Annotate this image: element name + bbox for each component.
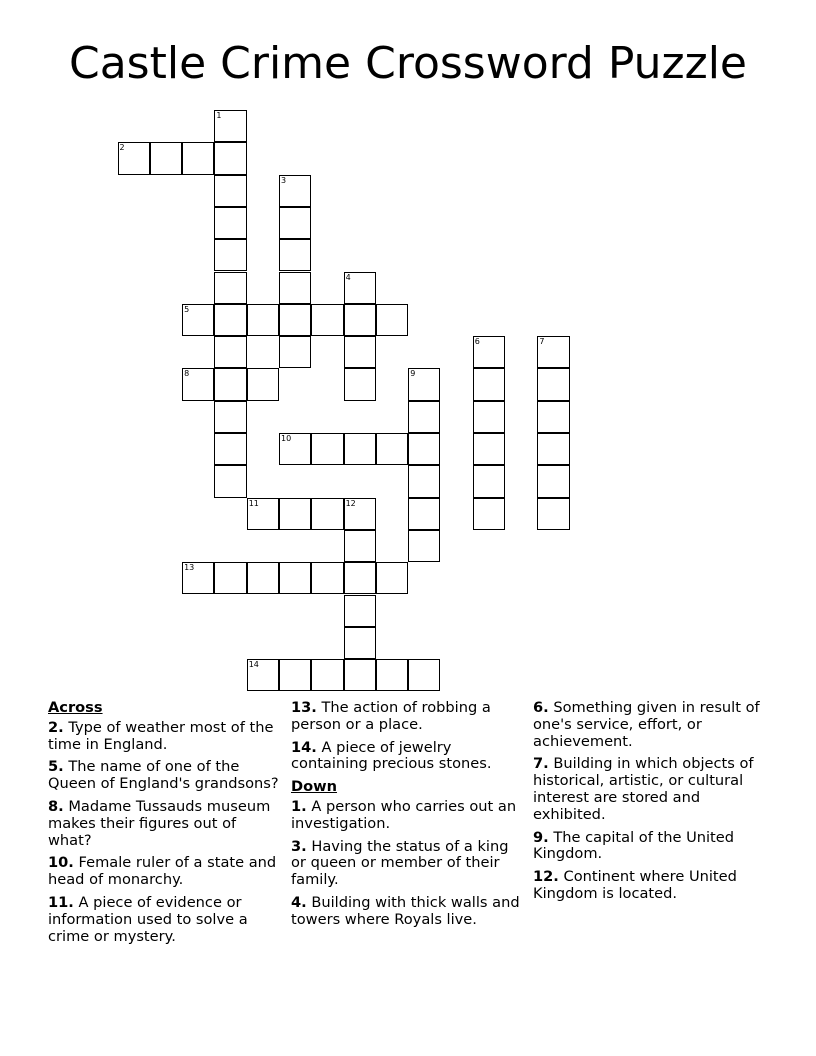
grid-cell[interactable] (182, 562, 214, 594)
puzzle-title: Castle Crime Crossword Puzzle (69, 38, 747, 89)
grid-cell[interactable] (214, 110, 246, 142)
clue-number-label: 11 (248, 498, 259, 508)
grid-cell[interactable] (537, 336, 569, 368)
clue-number-label: 9 (410, 369, 416, 379)
grid-cell[interactable] (279, 336, 311, 368)
clue-number-label: 13 (184, 563, 195, 573)
grid-cell[interactable] (473, 433, 505, 465)
clue-down-4: 4. Building with thick walls and towers where Royals live. (291, 893, 520, 928)
grid-cell[interactable] (537, 498, 569, 530)
grid-cell[interactable] (344, 304, 376, 336)
grid-cell[interactable] (247, 498, 279, 530)
grid-cell[interactable] (473, 336, 505, 368)
grid-cell[interactable] (247, 562, 279, 594)
clue-number-label: 5 (184, 304, 190, 314)
clue-number-label: 2 (119, 143, 125, 153)
grid-cell[interactable] (182, 142, 214, 174)
grid-cell[interactable] (408, 368, 440, 400)
grid-cell[interactable] (537, 368, 569, 400)
grid-cell[interactable] (279, 498, 311, 530)
clue-down-9: 9. The capital of the United Kingdom. (533, 828, 735, 863)
grid-cell[interactable] (214, 336, 246, 368)
grid-cell[interactable] (376, 562, 408, 594)
clue-across-5: 5. The name of one of the Queen of England's grandsons? (48, 758, 279, 793)
clue-number-label: 3 (281, 175, 287, 185)
grid-cell[interactable] (214, 368, 246, 400)
clue-down-3: 3. Having the status of a king or queen or member of their family. (291, 837, 509, 889)
clue-number-label: 12 (345, 498, 356, 508)
grid-cell[interactable] (214, 272, 246, 304)
grid-cell[interactable] (408, 530, 440, 562)
grid-cell[interactable] (376, 304, 408, 336)
clues-column-2 (291, 700, 523, 935)
clue-across-13: 13. The action of robbing a person or a place. (291, 699, 491, 733)
grid-cell[interactable] (247, 368, 279, 400)
grid-cell[interactable] (344, 595, 376, 627)
grid-cell[interactable] (344, 659, 376, 691)
grid-cell[interactable] (214, 401, 246, 433)
clue-number-label: 10 (281, 434, 292, 443)
clue-across-10: 10. Female ruler of a state and head of monarchy. (48, 854, 277, 889)
grid-cell[interactable] (537, 401, 569, 433)
grid-cell[interactable] (311, 498, 343, 530)
clues-column-1 (48, 700, 280, 951)
clue-number-label: 1 (216, 111, 222, 120)
grid-cell[interactable] (214, 433, 246, 465)
grid-cell[interactable] (408, 401, 440, 433)
grid-cell[interactable] (311, 562, 343, 594)
clue-number-label: 14 (248, 660, 259, 670)
grid-cell[interactable] (537, 465, 569, 497)
clues-column-3 (533, 700, 765, 909)
clue-across-11: 11. A piece of evidence or information used to solve a crime or mystery. (48, 893, 248, 945)
grid-cell[interactable] (344, 433, 376, 465)
grid-cell[interactable] (279, 433, 311, 465)
grid-cell[interactable] (344, 498, 376, 530)
grid-cell[interactable] (150, 142, 182, 174)
grid-cell[interactable] (473, 368, 505, 400)
clue-across-8: 8. Madame Tussauds museum makes their figures out of what? (48, 797, 271, 849)
grid-cell[interactable] (247, 659, 279, 691)
grid-cell[interactable] (473, 401, 505, 433)
grid-cell[interactable] (408, 659, 440, 691)
clue-number-label: 4 (345, 272, 351, 282)
grid-cell[interactable] (376, 433, 408, 465)
grid-cell[interactable] (214, 465, 246, 497)
grid-cell[interactable] (279, 659, 311, 691)
grid-cell[interactable] (473, 465, 505, 497)
grid-cell[interactable] (344, 562, 376, 594)
grid-cell[interactable] (344, 530, 376, 562)
grid-cell[interactable] (214, 562, 246, 594)
clue-number-label: 6 (474, 337, 480, 347)
grid-cell[interactable] (344, 336, 376, 368)
grid-cell[interactable] (279, 175, 311, 207)
grid-cell[interactable] (214, 142, 246, 174)
clue-down-7: 7. Building in which objects of historical, artistic, or cultural interest are stored and exhibited. (533, 755, 754, 823)
grid-cell[interactable] (311, 659, 343, 691)
grid-cell[interactable] (344, 368, 376, 400)
clue-down-6: 6. Something given in result of one's service, effort, or achievement. (533, 699, 760, 750)
clue-across-2: 2. Type of weather most of the time in England. (48, 718, 274, 753)
grid-cell[interactable] (214, 207, 246, 239)
grid-cell[interactable] (118, 142, 150, 174)
grid-cell[interactable] (279, 239, 311, 271)
grid-cell[interactable] (537, 433, 569, 465)
grid-cell[interactable] (408, 465, 440, 497)
grid-cell[interactable] (214, 239, 246, 271)
across-heading: Across (48, 699, 103, 716)
grid-cell[interactable] (408, 433, 440, 465)
grid-cell[interactable] (376, 659, 408, 691)
grid-cell[interactable] (279, 562, 311, 594)
grid-cell[interactable] (344, 627, 376, 659)
clue-number-label: 7 (539, 337, 545, 347)
clue-number-label: 8 (184, 369, 190, 379)
grid-cell[interactable] (408, 498, 440, 530)
grid-cell[interactable] (279, 272, 311, 304)
clue-across-14: 14. A piece of jewelry containing precious stones. (291, 738, 492, 773)
grid-cell[interactable] (182, 368, 214, 400)
grid-cell[interactable] (247, 304, 279, 336)
grid-cell[interactable] (214, 175, 246, 207)
down-heading: Down (291, 778, 338, 796)
grid-cell[interactable] (311, 433, 343, 465)
grid-cell[interactable] (279, 207, 311, 239)
clue-down-12: 12. Continent where United Kingdom is located. (533, 868, 737, 902)
grid-cell[interactable] (344, 272, 376, 304)
grid-cell[interactable] (311, 304, 343, 336)
grid-cell[interactable] (279, 304, 311, 336)
grid-cell[interactable] (214, 304, 246, 336)
grid-cell[interactable] (182, 304, 214, 336)
grid-cell[interactable] (473, 498, 505, 530)
clue-down-1: 1. A person who carries out an investigation. (291, 797, 517, 832)
